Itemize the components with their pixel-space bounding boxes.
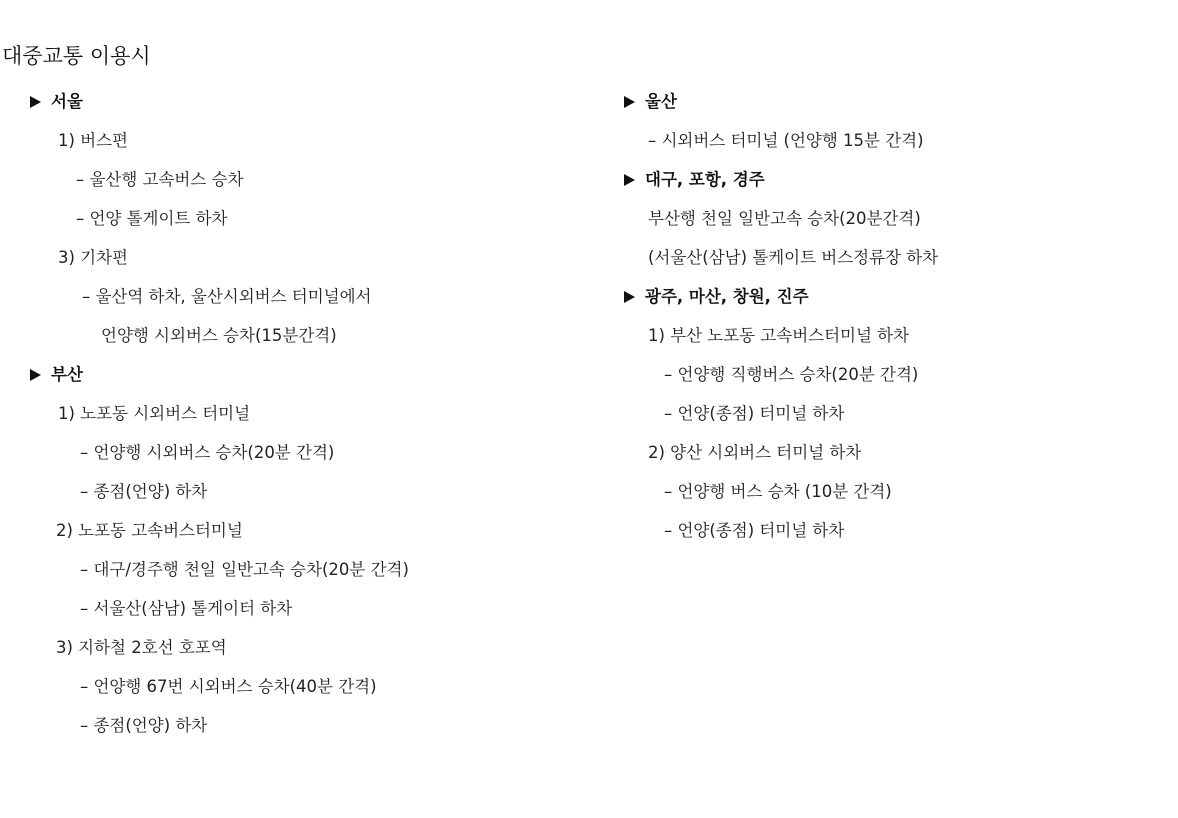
list-item: 2) 양산 시외버스 터미널 하차 bbox=[648, 443, 862, 462]
section-heading-busan bbox=[30, 362, 83, 388]
list-item: – 시외버스 터미널 (언양행 15분 간격) bbox=[648, 131, 924, 150]
list-item: – 언양행 직행버스 승차(20분 간격) bbox=[664, 365, 919, 384]
list-item: – 종점(언양) 하차 bbox=[80, 716, 208, 735]
list-item: – 언양 톨게이트 하차 bbox=[76, 209, 228, 228]
list-item: 1) 부산 노포동 고속버스터미널 하차 bbox=[648, 326, 910, 345]
triangle-bullet-icon bbox=[624, 174, 635, 186]
triangle-bullet-icon bbox=[624, 291, 635, 303]
triangle-bullet-icon bbox=[624, 96, 635, 108]
section-heading-label: 광주, 마산, 창원, 진주 bbox=[645, 287, 809, 306]
list-item: 1) 버스편 bbox=[58, 131, 128, 150]
section-heading-gwangju bbox=[624, 284, 809, 310]
list-item: 2) 노포동 고속버스터미널 bbox=[56, 521, 243, 540]
section-heading-label: 부산 bbox=[51, 365, 83, 384]
list-item: – 언양행 시외버스 승차(20분 간격) bbox=[80, 443, 335, 462]
list-item: – 언양(종점) 터미널 하차 bbox=[664, 521, 845, 540]
page-title: 대중교통 이용시 bbox=[2, 44, 151, 68]
list-item: 3) 지하철 2호선 호포역 bbox=[56, 638, 227, 657]
section-heading-label: 대구, 포항, 경주 bbox=[645, 170, 765, 189]
section-heading-label: 서울 bbox=[51, 92, 83, 111]
list-item: 언양행 시외버스 승차(15분간격) bbox=[101, 326, 337, 345]
triangle-bullet-icon bbox=[30, 96, 41, 108]
list-item: 3) 기차편 bbox=[58, 248, 128, 267]
list-item: – 언양행 버스 승차 (10분 간격) bbox=[664, 482, 892, 501]
section-heading-daegu bbox=[624, 167, 765, 193]
list-item: – 종점(언양) 하차 bbox=[80, 482, 208, 501]
list-item: 1) 노포동 시외버스 터미널 bbox=[58, 404, 251, 423]
list-item: – 대구/경주행 천일 일반고속 승차(20분 간격) bbox=[80, 560, 409, 579]
section-heading-label: 울산 bbox=[645, 92, 677, 111]
list-item: (서울산(삼남) 톨케이트 버스정류장 하차 bbox=[648, 248, 939, 267]
list-item: 부산행 천일 일반고속 승차(20분간격) bbox=[648, 209, 921, 228]
triangle-bullet-icon bbox=[30, 369, 41, 381]
list-item: – 언양(종점) 터미널 하차 bbox=[664, 404, 845, 423]
list-item: – 서울산(삼남) 톨게이터 하차 bbox=[80, 599, 293, 618]
section-heading-ulsan bbox=[624, 89, 677, 115]
list-item: – 울산역 하차, 울산시외버스 터미널에서 bbox=[82, 287, 372, 306]
list-item: – 언양행 67번 시외버스 승차(40분 간격) bbox=[80, 677, 377, 696]
list-item: – 울산행 고속버스 승차 bbox=[76, 170, 244, 189]
section-heading-seoul bbox=[30, 89, 83, 115]
